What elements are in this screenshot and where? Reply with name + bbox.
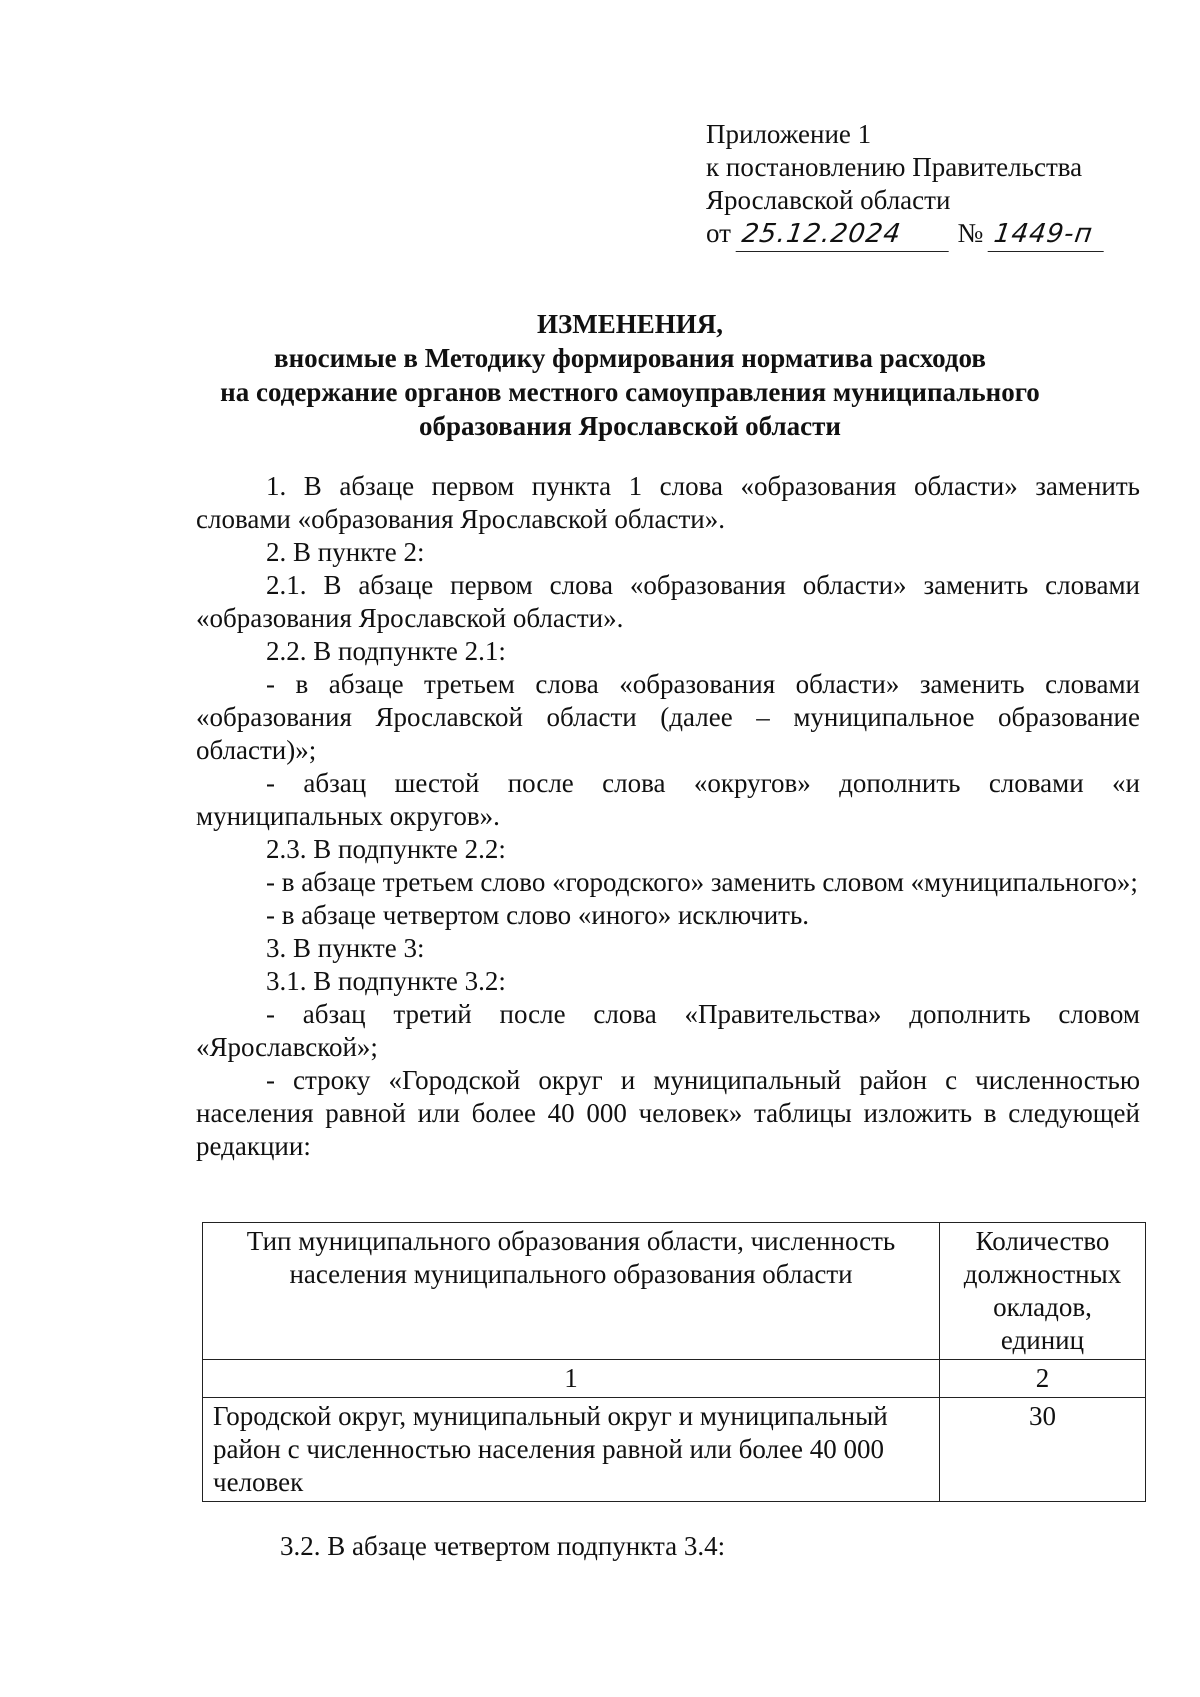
paragraph: - абзац третий после слова «Правительства» дополнить словом «Ярославской»; <box>196 999 1140 1062</box>
title-line-2: на содержание органов местного самоуправления муниципального <box>220 377 1040 407</box>
number-label: № <box>957 218 984 248</box>
paragraph: 2.1. В абзаце первом слова «образования области» заменить словами «образования Ярославской области». <box>196 570 1140 633</box>
table-header-cell: Тип муниципального образования области, численность населения муниципального образования области <box>203 1223 940 1360</box>
document-title <box>180 307 1080 443</box>
table-row <box>203 1398 1146 1502</box>
appendix-line-2: к постановлению Правительства <box>706 152 1083 182</box>
paragraph: 2.3. В подпункте 2.2: <box>266 834 506 864</box>
table-number-row <box>203 1360 1146 1398</box>
table-header-cell: Количество должностных окладов, единиц <box>940 1223 1146 1360</box>
norm-table <box>202 1222 1146 1502</box>
appendix-line-1: Приложение 1 <box>706 119 872 149</box>
paragraph: - строку «Городской округ и муниципальный район с численностью населения равной или более 40 000 человек» таблицы изложить в следующей редакции: <box>196 1065 1140 1161</box>
paragraph: 2. В пункте 2: <box>266 537 425 567</box>
title-heading: ИЗМЕНЕНИЯ, <box>536 309 723 339</box>
appendix-date-line <box>706 217 1106 252</box>
paragraph: 2.2. В подпункте 2.1: <box>266 636 506 666</box>
paragraph: - в абзаце третьем слово «городского» заменить словом «муниципального»; <box>266 867 1138 897</box>
tail-paragraph: 3.2. В абзаце четвертом подпункта 3.4: <box>280 1531 726 1561</box>
table-cell: 2 <box>940 1360 1146 1398</box>
document-body <box>196 470 1140 1163</box>
table-cell: 1 <box>203 1360 940 1398</box>
paragraph: 3.1. В подпункте 3.2: <box>266 966 506 996</box>
table-cell: Городской округ, муниципальный округ и муниципальный район с численностью населения равной или более 40 000 человек <box>203 1398 940 1502</box>
table-header-row <box>203 1223 1146 1360</box>
table-cell: 30 <box>940 1398 1146 1502</box>
paragraph: - абзац шестой после слова «округов» дополнить словами «и муниципальных округов». <box>196 768 1140 831</box>
paragraph: 1. В абзаце первом пункта 1 слова «образования области» заменить словами «образования Ярославской области». <box>196 471 1140 534</box>
from-label: от <box>706 218 731 248</box>
title-line-3: образования Ярославской области <box>419 411 841 441</box>
handwritten-date: 25.12.2024 <box>735 218 953 252</box>
paragraph: - в абзаце третьем слова «образования области» заменить словами «образования Ярославской области (далее – муниципальное образование области)»; <box>196 669 1140 765</box>
paragraph: 3. В пункте 3: <box>266 933 425 963</box>
handwritten-number: 1449-п <box>988 218 1109 252</box>
title-line-1: вносимые в Методику формирования норматива расходов <box>274 343 986 373</box>
appendix-line-3: Ярославской области <box>706 185 951 215</box>
appendix-block <box>706 118 1106 252</box>
paragraph: - в абзаце четвертом слово «иного» исключить. <box>266 900 810 930</box>
